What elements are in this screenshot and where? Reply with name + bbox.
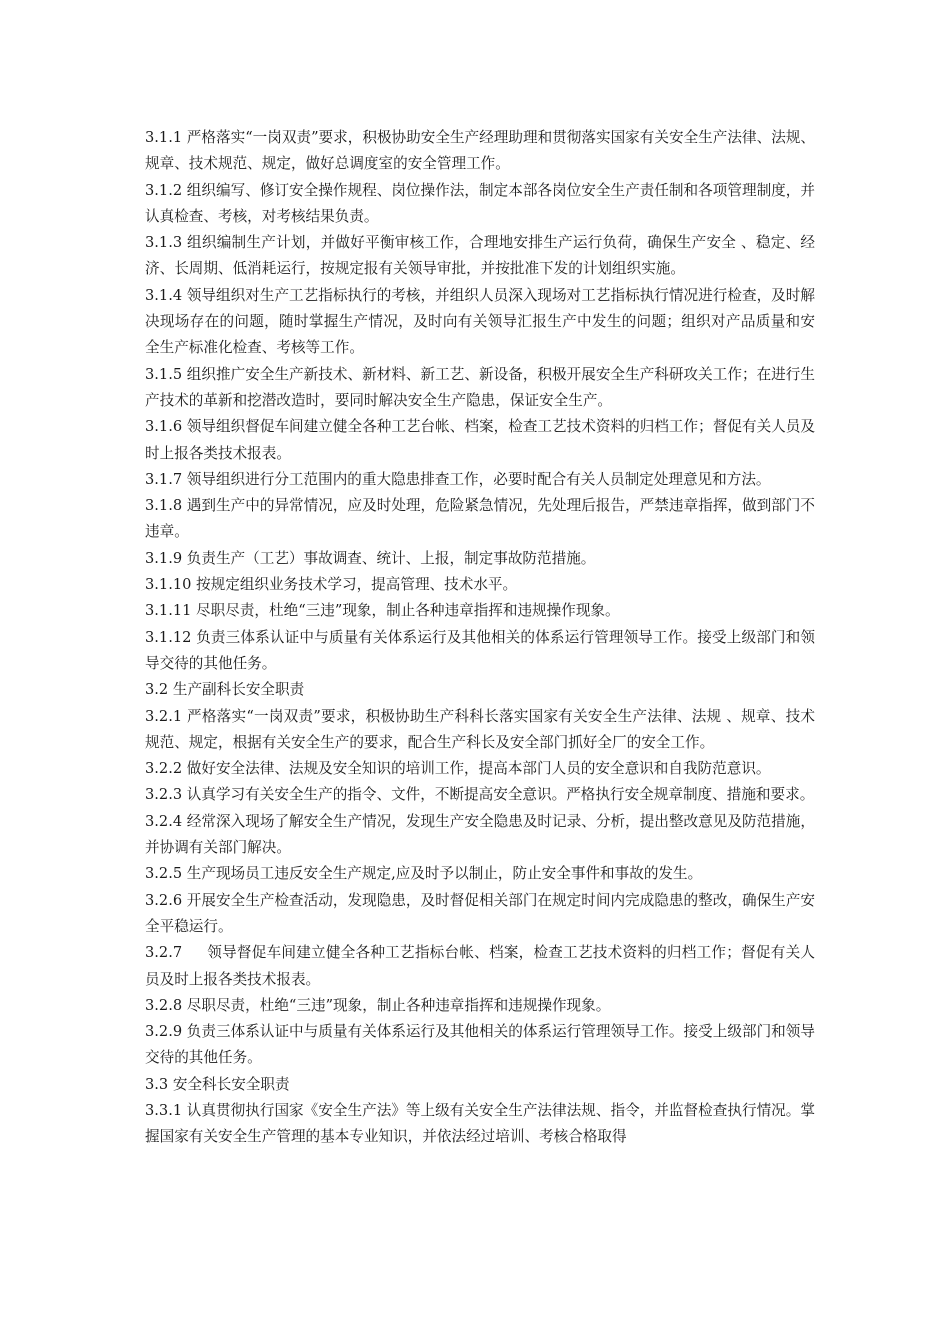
paragraph-3-2-6: 3.2.6 开展安全生产检查活动，发现隐患，及时督促相关部门在规定时间内完成隐患的整改，确保生产安全平稳运行。 bbox=[145, 891, 815, 935]
paragraph-3-2-9: 3.2.9 负责三体系认证中与质量有关体系运行及其他相关的体系运行管理领导工作。接受上级部门和领导交待的其他任务。 bbox=[145, 1023, 815, 1067]
paragraph-3-1-8: 3.1.8 遇到生产中的异常情况，应及时处理，危险紧急情况，先处理后报告，严禁违章指挥，做到部门不违章。 bbox=[145, 497, 815, 541]
paragraph-3-1-2: 3.1.2 组织编写、修订安全操作规程、岗位操作法，制定本部各岗位安全生产责任制和各项管理制度，并认真检查、考核，对考核结果负责。 bbox=[145, 181, 815, 225]
paragraph-3-1-1: 3.1.1 严格落实“一岗双责”要求，积极协助安全生产经理助理和贯彻落实国家有关安全生产法律、法规、规章、技术规范、规定，做好总调度室的安全管理工作。 bbox=[145, 129, 815, 173]
paragraph-3-1-9: 3.1.9 负责生产（工艺）事故调查、统计、上报，制定事故防范措施。 bbox=[145, 549, 596, 567]
paragraph-3-1-12: 3.1.12 负责三体系认证中与质量有关体系运行及其他相关的体系运行管理领导工作。接受上级部门和领导交待的其他任务。 bbox=[145, 628, 815, 672]
paragraph-3-2-3: 3.2.3 认真学习有关安全生产的指令、文件，不断提高安全意识。严格执行安全规章制度、措施和要求。 bbox=[145, 786, 815, 804]
paragraph-3-1-5: 3.1.5 组织推广安全生产新技术、新材料、新工艺、新设备，积极开展安全生产科研攻关工作；在进行生产技术的革新和挖潜改造时，要同时解决安全生产隐患，保证安全生产。 bbox=[145, 365, 815, 409]
paragraph-3-1-7: 3.1.7 领导组织进行分工范围内的重大隐患排查工作，必要时配合有关人员制定处理意见和方法。 bbox=[145, 470, 771, 488]
document-body bbox=[145, 125, 815, 1151]
paragraph-3-2-7 bbox=[145, 940, 815, 993]
paragraph-3-1-10: 3.1.10 按规定组织业务技术学习，提高管理、技术水平。 bbox=[145, 576, 518, 594]
paragraph-3-2-4: 3.2.4 经常深入现场了解安全生产情况，发现生产安全隐患及时记录、分析，提出整改意见及防范措施，并协调有关部门解决。 bbox=[145, 812, 815, 857]
paragraph-3-1-6: 3.1.6 领导组织督促车间建立健全各种工艺台帐、档案，检查工艺技术资料的归档工作；督促有关人员及时上报各类技术报表。 bbox=[145, 418, 815, 462]
paragraph-3-1-3: 3.1.3 组织编制生产计划，并做好平衡审核工作，合理地安排生产运行负荷，确保生产安全 、稳定、经济、长周期、低消耗运行，按规定报有关领导审批，并按批准下发的计划组织实施。 bbox=[145, 234, 815, 278]
paragraph-3-2-1: 3.2.1 严格落实“一岗双责”要求，积极协助生产科科长落实国家有关安全生产法律、法规 、规章、技术规范、规定，根据有关安全生产的要求，配合生产科长及安全部门抓好全厂的安全工作。 bbox=[145, 707, 815, 751]
paragraph-3-1-4: 3.1.4 领导组织对生产工艺指标执行的考核，并组织人员深入现场对工艺指标执行情况进行检查，及时解决现场存在的问题，随时掌握生产情况，及时向有关领导汇报生产中发生的问题；组织对产品质量和安全生产标准化检查、考核等工作。 bbox=[145, 286, 815, 357]
paragraph-3-2-7-text: 领导督促车间建立健全各种工艺指标台帐、档案，检查工艺技术资料的归档工作；督促有关人员及时上报各类技术报表。 bbox=[145, 944, 815, 988]
section-heading-3-2: 3.2 生产副科长安全职责 bbox=[145, 681, 305, 699]
paragraph-3-2-7-number: 3.2.7 bbox=[145, 944, 183, 962]
paragraph-3-2-2: 3.2.2 做好安全法律、法规及安全知识的培训工作，提高本部门人员的安全意识和自我防范意识。 bbox=[145, 760, 771, 778]
paragraph-3-3-1: 3.3.1 认真贯彻执行国家《安全生产法》等上级有关安全生产法律法规、指令，并监督检查执行情况。掌握国家有关安全生产管理的基本专业知识，并依法经过培训、考核合格取得 bbox=[145, 1101, 815, 1146]
section-heading-3-3: 3.3 安全科长安全职责 bbox=[145, 1075, 290, 1093]
paragraph-3-2-8: 3.2.8 尽职尽责，杜绝“三违”现象，制止各种违章指挥和违规操作现象。 bbox=[145, 996, 611, 1014]
paragraph-3-2-5: 3.2.5 生产现场员工违反安全生产规定,应及时予以制止，防止安全事件和事故的发生。 bbox=[145, 865, 703, 883]
paragraph-3-1-11: 3.1.11 尽职尽责，杜绝“三违”现象，制止各种违章指挥和违规操作现象。 bbox=[145, 602, 620, 620]
